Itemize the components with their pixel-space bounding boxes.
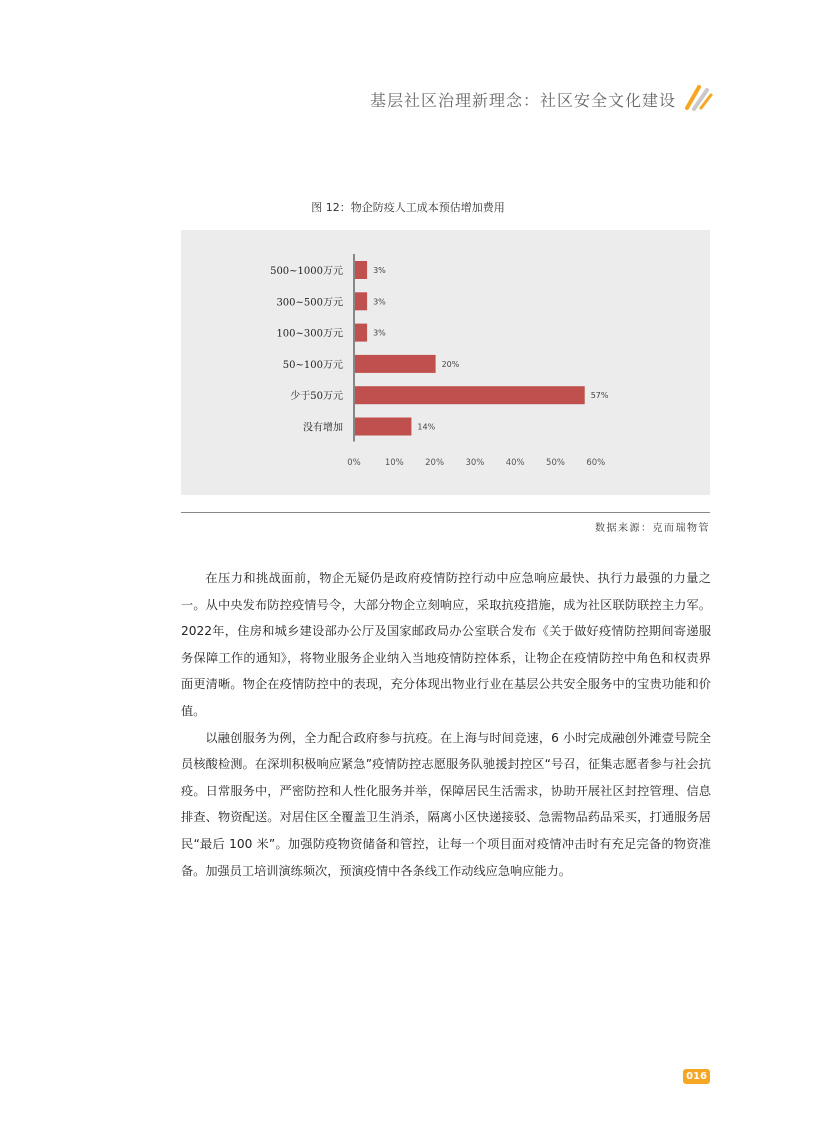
page-number: 016 [683,1069,710,1084]
chart-bar [355,355,436,373]
x-tick-label: 60% [586,458,606,468]
figure-divider [181,512,710,513]
category-label: 少于50万元 [290,391,343,403]
x-tick-label: 30% [465,458,485,468]
chart-bar [355,386,585,404]
figure-title: 图 12：物企防疫人工成本预估增加费用 [311,201,505,214]
x-tick-label: 0% [347,458,361,468]
data-label: 3% [373,328,386,338]
chart-bar [355,261,367,279]
category-label: 100~300万元 [276,328,343,340]
paragraph: 以融创服务为例，全力配合政府参与抗疫。在上海与时间竞速，6 小时完成融创外滩壹号院全员核酸检测。在深圳积极响应紧急”疫情防控志愿服务队驰援封控区“号召，征集志愿者参与社会抗疫。日常服务中，严密防控和人性化服务并举，保障居民生活需求，协助开展社区封控管理、信息排查、物资配送。对居住区全覆盖卫生消杀，隔离小区快递接驳、急需物品药品采买，打通服务居民“最后 100 米”。加强防疫物资储备和管控，让每一个项目面对疫情冲击时有充足完备的物资准备。加强员工培训演练频次，预演疫情中各条线工作动线应急响应能力。 [181,730,711,878]
data-label: 20% [441,359,460,369]
chart-canvas [181,230,710,495]
category-label: 300~500万元 [276,297,343,309]
data-label: 14% [417,422,436,432]
x-tick-label: 50% [546,458,565,468]
paragraph: 在压力和挑战面前，物企无疑仍是政府疫情防控行动中应急响应最快、执行力最强的力量之一。从中央发布防控疫情号令，大部分物企立刻响应，采取抗疫措施，成为社区联防联控主力军。2022年，住房和城乡建设部办公厅及国家邮政局办公室联合发布《关于做好疫情防控期间寄递服务保障工作的通知》，将物业服务企业纳入当地疫情防控体系，让物企在疫情防控中角色和权责界面更清晰。物企在疫情防控中的表现，充分体现出物业行业在基层公共安全服务中的宝贵功能和价值。 [181,571,711,718]
data-label: 3% [373,266,386,275]
chart-bar [355,418,411,436]
chart-bar [355,324,367,342]
x-tick-label: 10% [384,458,404,468]
bar-chart [181,230,710,495]
category-label: 500~1000万元 [270,266,343,277]
body-text [181,565,711,884]
brand-stripes-icon [683,82,713,112]
data-label: 57% [590,391,609,401]
data-source: 数据来源：克而瑞物管 [595,523,710,534]
x-tick-label: 20% [425,458,445,468]
category-label: 没有增加 [303,422,343,434]
data-label: 3% [373,297,386,307]
category-label: 50~100万元 [282,359,343,371]
chart-bar [355,292,367,310]
running-header-title: 基层社区治理新理念：社区安全文化建设 [369,91,676,110]
x-tick-label: 40% [505,458,525,468]
